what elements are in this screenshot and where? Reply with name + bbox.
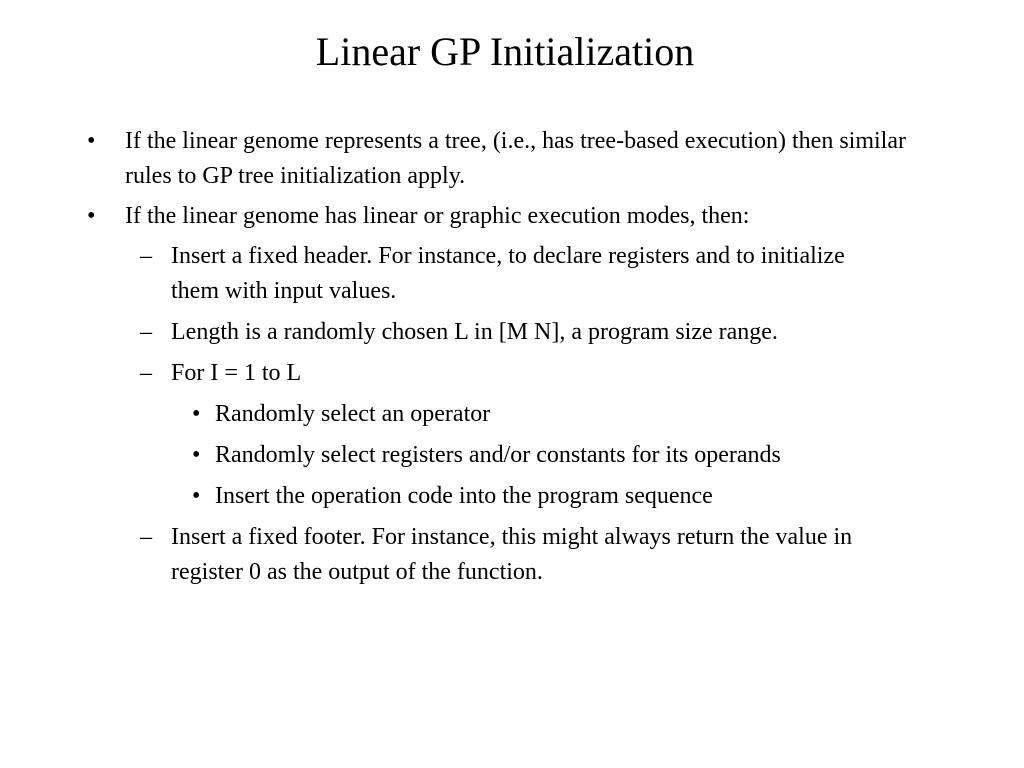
sub-sub-bullet-opcode	[0, 479, 915, 514]
bullet-marker: •	[87, 203, 96, 229]
bullet-linear-genome	[0, 199, 915, 234]
sub-bullet-loop	[0, 356, 891, 391]
bullet-tree-genome	[0, 124, 915, 194]
bullet-marker: •	[192, 401, 201, 427]
bullet-text: If the linear genome has linear or graphic execution modes, then:	[125, 203, 750, 229]
dash-marker: –	[140, 243, 152, 269]
sub-sub-bullet-text: Insert the operation code into the program sequence	[215, 483, 713, 509]
dash-marker: –	[140, 319, 152, 345]
sub-bullet-text: Insert a fixed footer. For instance, this might always return the value in register 0 as the output of the function.	[171, 524, 853, 585]
slide-title: Linear GP Initialization	[315, 29, 695, 74]
slide-body	[0, 124, 1024, 596]
bullet-text: If the linear genome represents a tree, (i.e., has tree-based execution) then similar rules to GP tree initialization apply.	[125, 128, 906, 189]
sub-bullet-text: Insert a fixed header. For instance, to declare registers and to initialize them with input values.	[171, 243, 845, 304]
sub-bullet-text: Length is a randomly chosen L in [M N], a program size range.	[171, 319, 778, 345]
dash-marker: –	[140, 524, 152, 550]
sub-bullet-header	[0, 239, 891, 309]
bullet-marker: •	[192, 442, 201, 468]
dash-marker: –	[140, 360, 152, 386]
bullet-marker: •	[192, 483, 201, 509]
sub-bullet-length	[0, 315, 891, 350]
sub-bullet-footer	[0, 520, 891, 590]
sub-bullet-text: For I = 1 to L	[171, 360, 302, 386]
sub-sub-bullet-text: Randomly select an operator	[215, 401, 491, 427]
sub-sub-bullet-operands	[0, 438, 915, 473]
sub-sub-bullet-operator	[0, 397, 915, 432]
sub-sub-bullet-text: Randomly select registers and/or constants for its operands	[215, 442, 781, 468]
bullet-marker: •	[87, 128, 96, 154]
